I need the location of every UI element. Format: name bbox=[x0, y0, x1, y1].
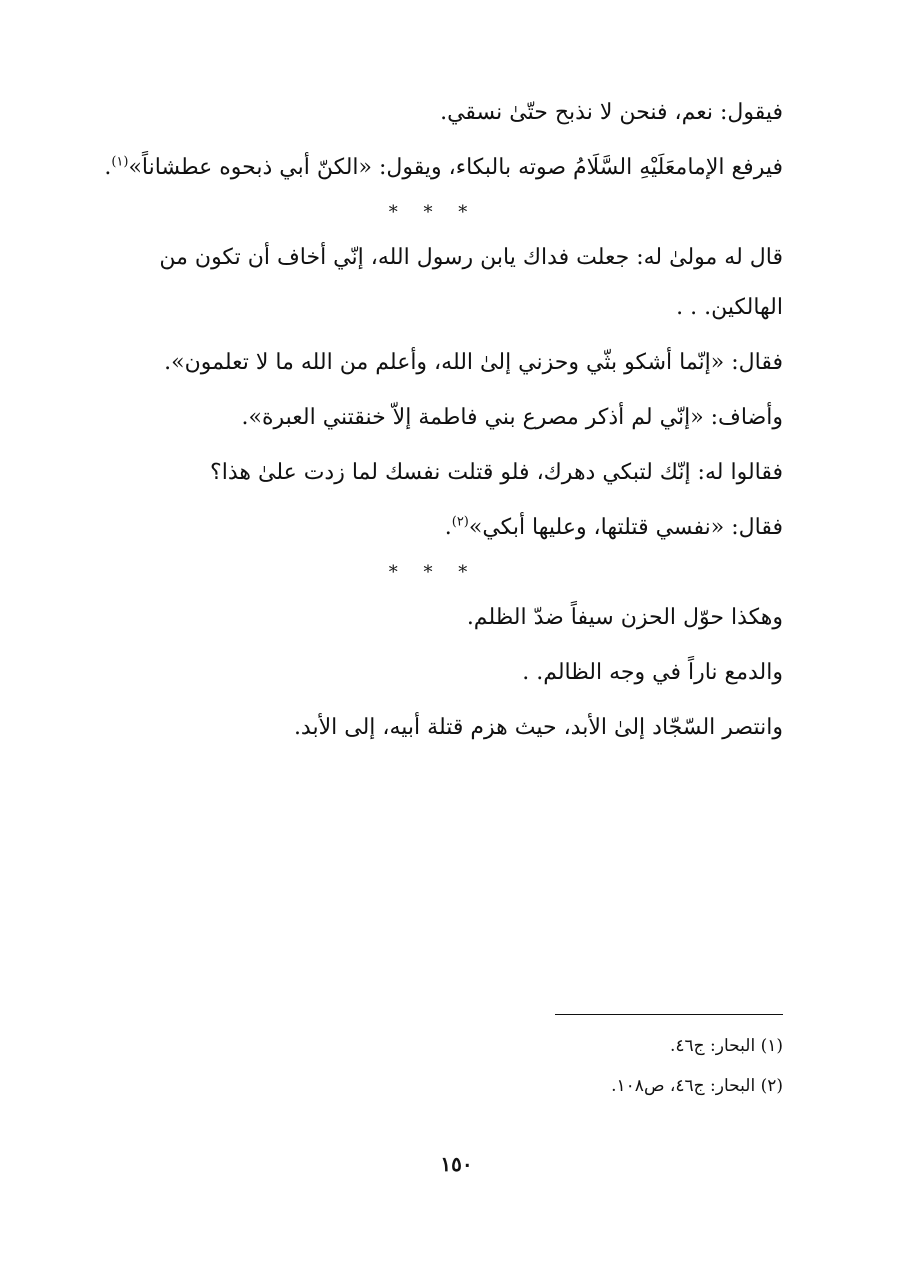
paragraph-2-tail: . bbox=[104, 155, 112, 180]
footnote-1: (١) البحار: ج٤٦. bbox=[670, 1036, 783, 1056]
footnote-ref-1[interactable]: (١) bbox=[111, 154, 129, 170]
paragraph-10: وانتصر السّجّاد إلىٰ الأبد، حيث هزم قتلة أبيه، إلى الأبد. bbox=[293, 715, 783, 740]
paragraph-6: فقالوا له: إنّك لتبكي دهرك، فلو قتلت نفسك لما زدت علىٰ هذا؟ bbox=[210, 460, 783, 485]
paragraph-5: وأضاف: «إنّي لم أذكر مصرع بني فاطمة إلاّ خنقتني العبرة». bbox=[241, 405, 783, 430]
paragraph-9: والدمع ناراً في وجه الظالم. . bbox=[522, 660, 783, 685]
paragraph-7 bbox=[123, 503, 783, 553]
paragraph-1: فيقول: نعم، فنحن لا نذبح حتّىٰ نسقي. bbox=[440, 100, 783, 125]
paragraph-4: فقال: «إنّما أشكو بثّي وحزني إلىٰ الله، وأعلم من الله ما لا تعلمون». bbox=[164, 350, 783, 375]
paragraph-8: وهكذا حوّل الحزن سيفاً ضدّ الظلم. bbox=[466, 605, 783, 630]
main-text bbox=[104, 88, 783, 758]
paragraph-2 bbox=[104, 143, 783, 193]
footnote-2: (٢) البحار: ج٤٦، ص١٠٨. bbox=[611, 1076, 783, 1096]
footnote-ref-2[interactable]: (٢) bbox=[451, 514, 469, 530]
page-number: ١٥٠ bbox=[440, 1152, 473, 1176]
paragraph-7-text: فقال: «نفسي قتلتها، وعليها أبكي» bbox=[468, 515, 783, 540]
paragraph-2-text: فيرفع الإمامعَلَيْهِ السَّلَامُ صوته بالبكاء، ويقول: «الكنّ أبي ذبحوه عطشاناً» bbox=[128, 155, 783, 180]
section-separator-2: * * * bbox=[388, 562, 478, 583]
footnote-divider bbox=[555, 1014, 783, 1015]
paragraph-7-tail: . bbox=[444, 515, 452, 540]
paragraph-3: قال له مولىٰ له: جعلت فداك يابن رسول الله، إنّي أخاف أن تكون من الهالكين. . . bbox=[159, 245, 783, 320]
footnotes bbox=[383, 1026, 783, 1106]
section-separator-1: * * * bbox=[388, 202, 478, 223]
